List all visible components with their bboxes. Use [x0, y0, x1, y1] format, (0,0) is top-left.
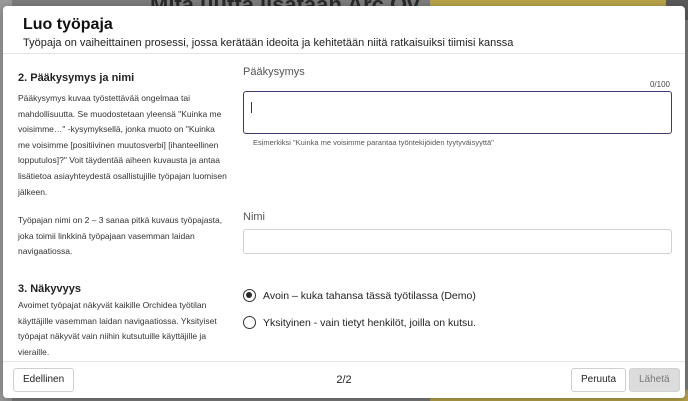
cancel-button[interactable]: Peruuta	[571, 368, 626, 392]
previous-button[interactable]: Edellinen	[13, 368, 74, 392]
name-description: Työpajan nimi on 2 – 3 sanaa pitkä kuvaus työpajasta, joka toimii linkkinä työpajaan vasemman laidan navigaatiossa.	[18, 215, 223, 257]
question-char-counter: 0/100	[649, 80, 670, 89]
modal-header	[3, 6, 685, 54]
radio-open[interactable]	[243, 289, 256, 302]
text-caret	[251, 102, 252, 113]
modal-body	[3, 55, 685, 361]
visibility-option-open-label: Avoin – kuka tahansa tässä työtilassa (Demo)	[263, 289, 476, 302]
visibility-option-open[interactable]	[243, 289, 476, 302]
name-field-label: Nimi	[243, 211, 265, 223]
send-button[interactable]: Lähetä	[629, 368, 680, 392]
visibility-option-private-label: Yksityinen - vain tietyt henkilöt, joilla on kutsu.	[263, 316, 477, 329]
name-input[interactable]	[243, 229, 672, 254]
create-workshop-modal	[3, 6, 685, 398]
modal-title: Luo työpaja	[23, 16, 113, 33]
page-indicator: 2/2	[336, 374, 352, 386]
question-textarea[interactable]	[243, 91, 672, 134]
modal-subtitle: Työpaja on vaiheittainen prosessi, jossa kerätään ideoita ja kehitetään niitä ratkaisuiksi tiimisi kanssa	[23, 37, 514, 49]
question-field-label: Pääkysymys	[243, 66, 305, 78]
question-hint: Esimerkiksi "Kuinka me voisimme parantaa työntekijöiden tyytyväisyyttä"	[253, 138, 494, 147]
visibility-option-private[interactable]	[243, 316, 476, 329]
section-question-heading: 2. Pääkysymys ja nimi	[18, 72, 135, 84]
modal-footer	[3, 361, 685, 398]
radio-private[interactable]	[243, 316, 256, 329]
section-visibility-heading: 3. Näkyvyys	[18, 283, 81, 295]
section-question-description: Pääkysymys kuvaa työstettävää ongelmaa tai mahdollisuutta. Se muodostetaan yleensä "Kuinka me voisimme…" -kysymyksellä, jonka muoto on "Kuinka me voisimme [positiivinen muutosverbi] [ihanteellinen lopputulos]?" Voit täydentää aiheen kuvausta ja antaa lisätietoa asiayhteydestä osallistujille työpajan luomisen jälkeen.	[18, 93, 227, 197]
section-visibility-description: Avoimet työpajat näkyvät kaikille Orchidea työtilan käyttäjille vasemman laidan navigaatiossa. Yksityiset työpajat näkyvät vain niihin kutsutuille käyttäjille ja vieraille.	[18, 300, 217, 357]
